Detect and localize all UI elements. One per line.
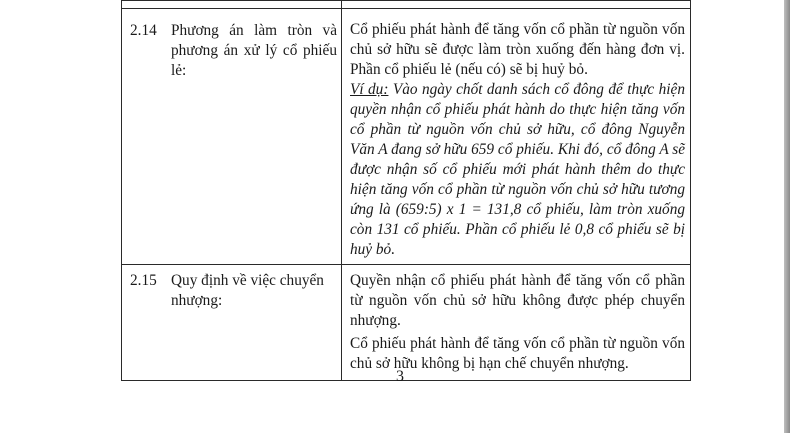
content-paragraph: Cổ phiếu phát hành để tăng vốn cổ phần từ nguồn vốn chủ sở hữu sẽ được làm tròn xuống đến hàng đơn vị. Phần cổ phiếu lẻ (nếu có) sẽ bị huỷ bỏ. (350, 21, 685, 78)
example-paragraph (350, 80, 685, 260)
regulation-table (121, 0, 691, 381)
page-edge-shadow (784, 0, 790, 433)
example-label: Ví dụ: (350, 81, 389, 98)
row-title: Quy định về việc chuyển nhượng: (168, 265, 342, 381)
content-paragraph: Quyền nhận cổ phiếu phát hành để tăng vốn cổ phần từ nguồn vốn chủ sở hữu không được phép chuyển nhượng. (350, 272, 685, 329)
table-cell (342, 1, 691, 9)
row-title: Phương án làm tròn và phương án xử lý cổ phiếu lẻ: (168, 9, 342, 265)
table-row-previous-cut (122, 1, 691, 9)
row-number: 2.14 (122, 9, 169, 265)
table-row (122, 265, 691, 381)
table-cell (122, 1, 342, 9)
row-number: 2.15 (122, 265, 169, 381)
table-row (122, 9, 691, 265)
row-content (342, 9, 691, 265)
page-number: 3 (396, 368, 404, 385)
example-text: Vào ngày chốt danh sách cổ đông để thực hiện quyền nhận cổ phiếu phát hành do thực hiện tăng vốn cổ phần từ nguồn vốn chủ sở hữu, cổ đông Nguyễn Văn A đang sở hữu 659 cổ phiếu. Khi đó, cổ đông A sẽ được nhận số cổ phiếu mới phát hành thêm do thực hiện tăng vốn cổ phần từ nguồn vốn chủ sở hữu tương ứng là (659:5) x 1 = 131,8 cổ phiếu, làm tròn xuống còn 131 cổ phiếu. Phần cổ phiếu lẻ 0,8 cổ phiếu sẽ bị huỷ bỏ. (350, 81, 685, 258)
content-paragraph: Cổ phiếu phát hành để tăng vốn cổ phần từ nguồn vốn chủ sở hữu không bị hạn chế chuyển nhượng. (350, 335, 685, 372)
row-content (342, 265, 691, 381)
